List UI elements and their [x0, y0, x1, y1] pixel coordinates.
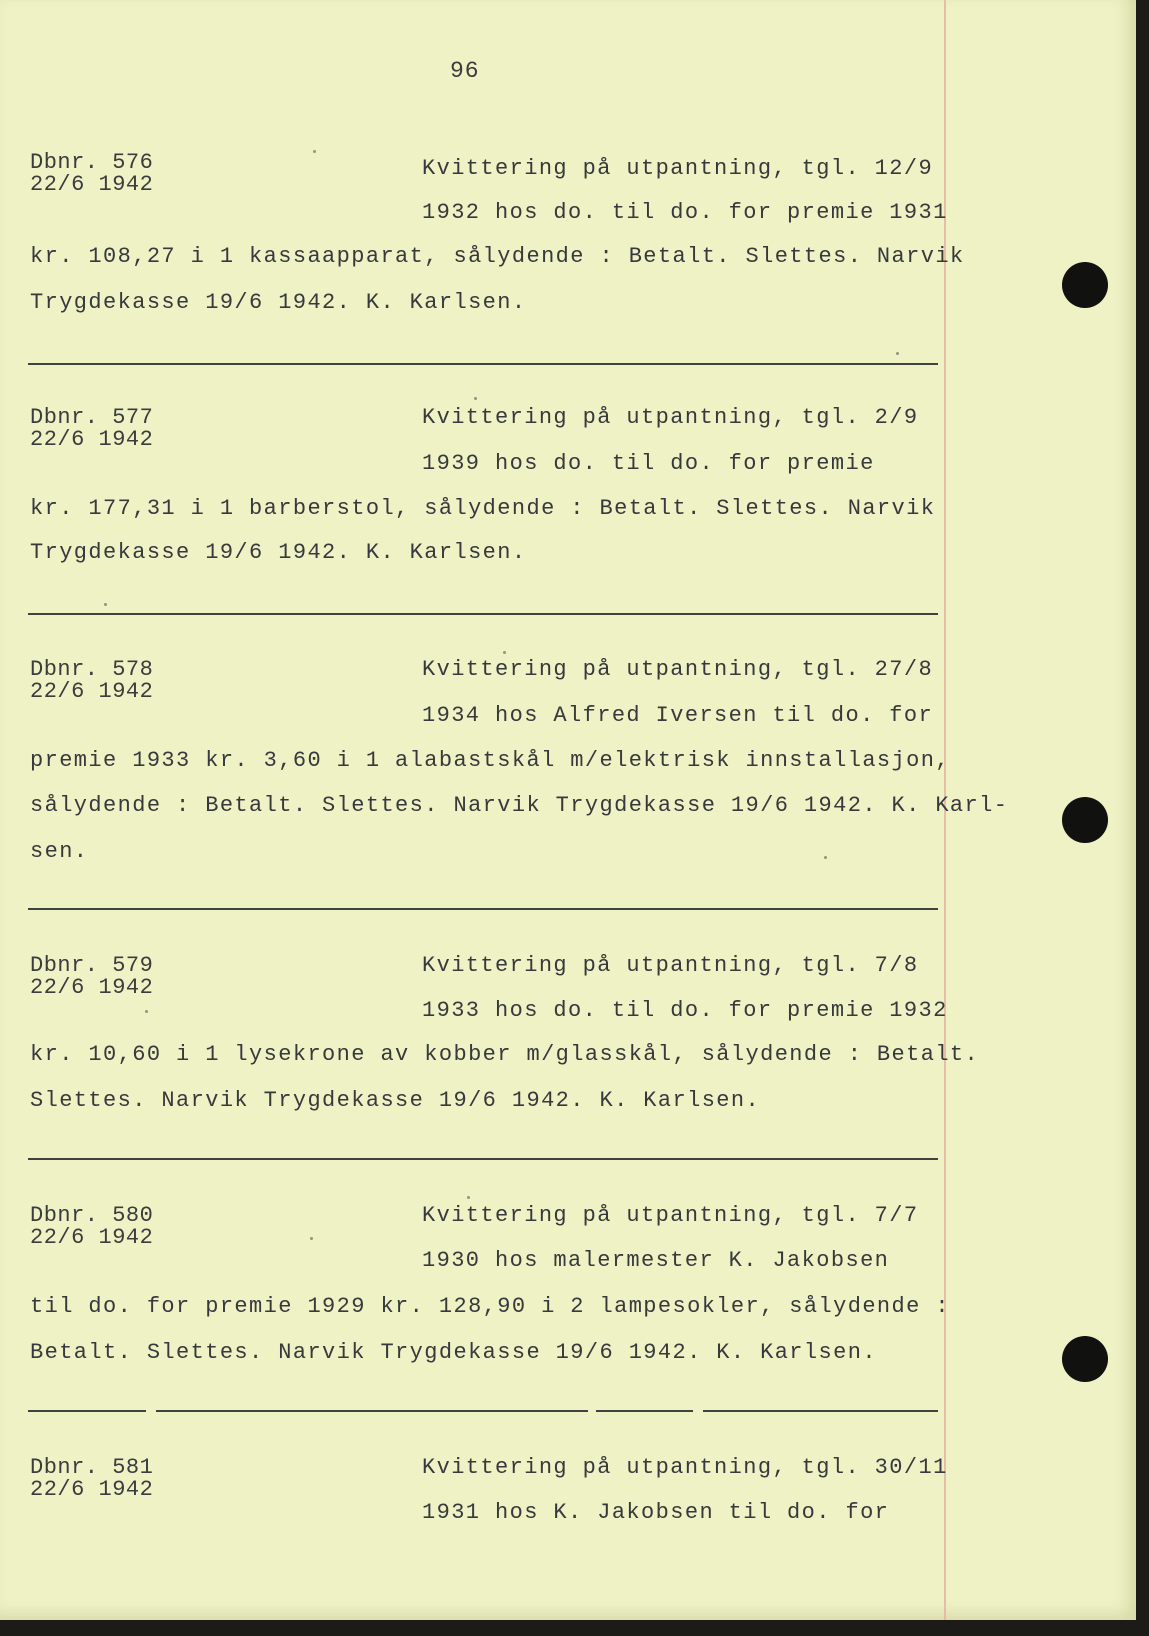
entry-line: Kvittering på utpantning, tgl. 12/9 [422, 156, 934, 181]
paper-speck [313, 150, 316, 153]
entry-line: 1939 hos do. til do. for premie [422, 451, 875, 476]
entry-date: 22/6 1942 [30, 679, 154, 704]
entry-line: kr. 177,31 i 1 barberstol, sålydende : Betalt. Slettes. Narvik [30, 496, 936, 521]
entry-line: sen. [30, 839, 89, 864]
entry-date: 22/6 1942 [30, 1477, 154, 1502]
entry-line: Trygdekasse 19/6 1942. K. Karlsen. [30, 540, 527, 565]
entry-date: 22/6 1942 [30, 427, 154, 452]
entry-date: 22/6 1942 [30, 975, 154, 1000]
paper-speck [503, 651, 506, 654]
paper-speck [824, 856, 827, 859]
separator-rule [28, 613, 938, 615]
paper-speck [896, 352, 899, 355]
entry-dbnr: Dbnr. 581 [30, 1455, 154, 1480]
entry-line: 1934 hos Alfred Iversen til do. for [422, 703, 934, 728]
entry-line: premie 1933 kr. 3,60 i 1 alabastskål m/elektrisk innstallasjon, [30, 748, 950, 773]
entry-line: 1930 hos malermester K. Jakobsen [422, 1248, 890, 1273]
entry-line: sålydende : Betalt. Slettes. Narvik Trygdekasse 19/6 1942. K. Karl- [30, 793, 1009, 818]
entry-dbnr: Dbnr. 578 [30, 657, 154, 682]
entry-line: 1931 hos K. Jakobsen til do. for [422, 1500, 890, 1525]
entry-line: Slettes. Narvik Trygdekasse 19/6 1942. K. Karlsen. [30, 1088, 761, 1113]
paper-speck [104, 603, 107, 606]
punch-hole [1062, 797, 1108, 843]
paper-speck [310, 1237, 313, 1240]
entry-dbnr: Dbnr. 580 [30, 1203, 154, 1228]
separator-rule [28, 1410, 938, 1412]
punch-hole [1062, 1336, 1108, 1382]
entry-line: Kvittering på utpantning, tgl. 7/7 [422, 1203, 919, 1228]
separator-rule [28, 908, 938, 910]
entry-line: Kvittering på utpantning, tgl. 2/9 [422, 405, 919, 430]
entry-dbnr: Dbnr. 576 [30, 150, 154, 175]
entry-line: til do. for premie 1929 kr. 128,90 i 2 lampesokler, sålydende : [30, 1294, 950, 1319]
entry-line: 1932 hos do. til do. for premie 1931 [422, 200, 948, 225]
separator-rule [28, 363, 938, 365]
entry-dbnr: Dbnr. 577 [30, 405, 154, 430]
entry-line: Betalt. Slettes. Narvik Trygdekasse 19/6 1942. K. Karlsen. [30, 1340, 877, 1365]
entry-date: 22/6 1942 [30, 1225, 154, 1250]
entry-line: kr. 108,27 i 1 kassaapparat, sålydende : Betalt. Slettes. Narvik [30, 244, 965, 269]
paper-speck [467, 1196, 470, 1199]
page-edge [1136, 0, 1149, 1636]
entry-line: Trygdekasse 19/6 1942. K. Karlsen. [30, 290, 527, 315]
paper-speck [474, 397, 477, 400]
entry-line: Kvittering på utpantning, tgl. 30/11 [422, 1455, 948, 1480]
entry-line: Kvittering på utpantning, tgl. 27/8 [422, 657, 934, 682]
entry-date: 22/6 1942 [30, 172, 154, 197]
entry-line: 1933 hos do. til do. for premie 1932 [422, 998, 948, 1023]
entry-dbnr: Dbnr. 579 [30, 953, 154, 978]
entry-line: kr. 10,60 i 1 lysekrone av kobber m/glasskål, sålydende : Betalt. [30, 1042, 980, 1067]
paper-speck [145, 1010, 148, 1013]
punch-hole [1062, 262, 1108, 308]
separator-rule [28, 1158, 938, 1160]
page-number: 96 [450, 58, 480, 84]
entry-line: Kvittering på utpantning, tgl. 7/8 [422, 953, 919, 978]
